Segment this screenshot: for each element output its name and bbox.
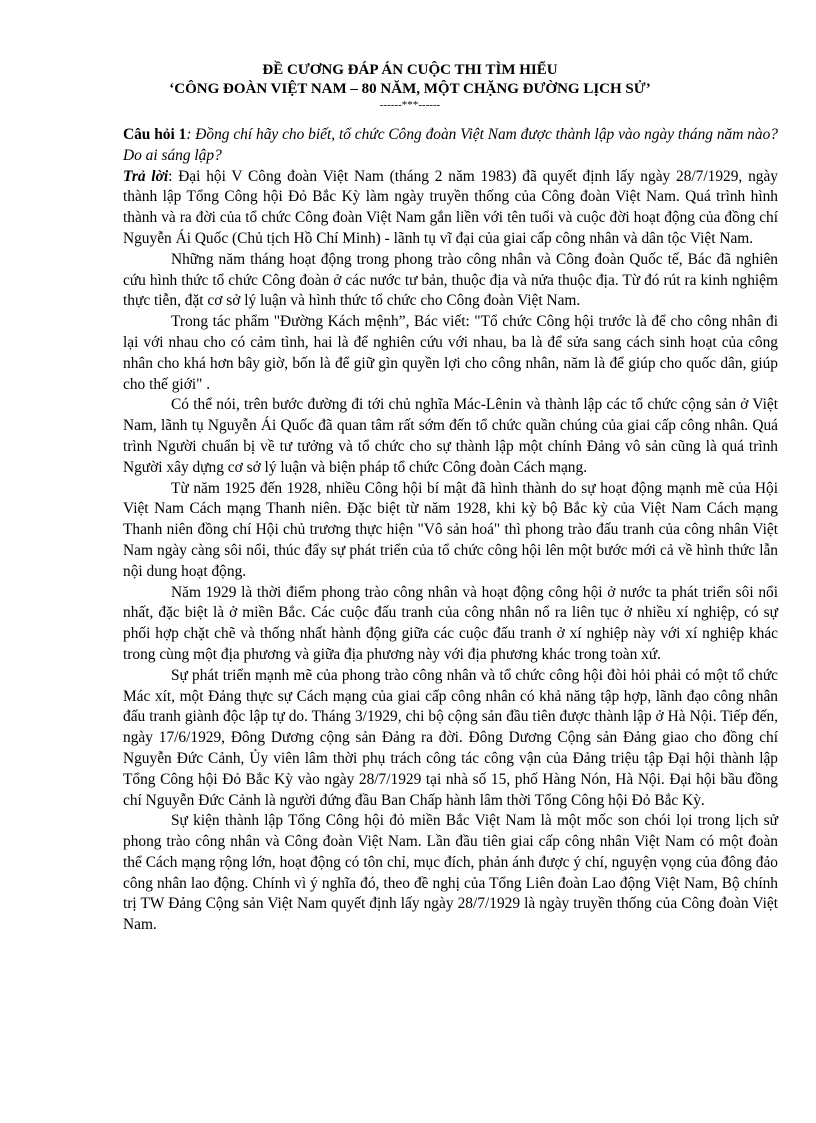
- document-title-line2: ‘CÔNG ĐOÀN VIỆT NAM – 80 NĂM, MỘT CHẶNG ĐƯỜNG LỊCH SỬ’: [169, 81, 651, 97]
- body-paragraph: Những năm tháng hoạt động trong phong trào công nhân và Công đoàn Quốc tế, Bác đã nghiên cứu hình thức tổ chức Công đoàn ở các nước tư bản, thuộc địa và nửa thuộc địa. Từ đó rút ra kinh nghiệm thực tiễn, đặt cơ sở lý luận và hình thức tổ chức cho Công đoàn Việt Nam.: [123, 250, 778, 310]
- answer-intro-text: : Đại hội V Công đoàn Việt Nam (tháng 2 năm 1983) đã quyết định lấy ngày 28/7/1929, ngày thành lập Tổng Công hội Đỏ Bắc Kỳ làm ngày truyền thống của Công đoàn Việt Nam. Quá trình hình thành và ra đời của tổ chức Công đoàn Việt Nam gắn liền với tên tuổi và cuộc đời hoạt động của đồng chí Nguyễn Ái Quốc (Chủ tịch Hồ Chí Minh) - lãnh tụ vĩ đại của giai cấp công nhân và dân tộc Việt Nam.: [123, 167, 778, 247]
- document-title-line1: ĐỀ CƯƠNG ĐÁP ÁN CUỘC THI TÌM HIỂU: [262, 62, 558, 78]
- document-body: [123, 125, 778, 936]
- body-paragraph: Năm 1929 là thời điểm phong trào công nhân và hoạt động công hội ở nước ta phát triển sôi nổi nhất, đặc biệt là ở miền Bắc. Các cuộc đấu tranh của công nhân nổ ra liên tục ở nhiều xí nghiệp, có sự phối hợp chặt chẽ và thống nhất hành động giữa các cuộc đấu tranh ở xí nghiệp này với xí nghiệp khác trong cùng một địa phương và giữa địa phương này với địa phương khác trong toàn xứ.: [123, 583, 778, 663]
- body-paragraph: Sự kiện thành lập Tổng Công hội đỏ miền Bắc Việt Nam là một mốc son chói lọi trong lịch sử phong trào công nhân và Công đoàn Việt Nam. Lần đầu tiên giai cấp công nhân Việt Nam có một đoàn thể Cách mạng rộng lớn, hoạt động có tôn chỉ, mục đích, phản ánh được ý chí, nguyện vọng của đông đảo công nhân lao động. Chính vì ý nghĩa đó, theo đề nghị của Tổng Liên đoàn Lao động Việt Nam, Bộ chính trị TW Đảng Cộng sản Việt Nam quyết định lấy ngày 28/7/1929 là ngày truyền thống của Công đoàn Việt Nam.: [123, 812, 778, 934]
- question-paragraph: [123, 125, 778, 167]
- body-paragraph: Có thể nói, trên bước đường đi tới chủ nghĩa Mác-Lênin và thành lập các tổ chức cộng sản ở Việt Nam, lãnh tụ Nguyễn Ái Quốc đã quan tâm rất sớm đến tổ chức quần chúng của giai cấp công nhân. Quá trình Người chuẩn bị về tư tưởng và tổ chức cho sự thành lập một chính Đảng vô sản cũng là quá trình Người xây dựng cơ sở lý luận và biện pháp tổ chức Công đoàn Cách mạng.: [123, 396, 778, 476]
- body-paragraph: Sự phát triển mạnh mẽ của phong trào công nhân và tổ chức công hội đòi hỏi phải có một tổ chức Mác xít, một Đảng thực sự Cách mạng của giai cấp công nhân có khả năng tập hợp, lãnh đạo công nhân đấu tranh giành độc lập tự do. Tháng 3/1929, chi bộ cộng sản đầu tiên được thành lập ở Hà Nội. Tiếp đến, ngày 17/6/1929, Đông Dương cộng sản Đảng ra đời. Đông Dương Cộng sản Đảng giao cho đồng chí Nguyễn Đức Cảnh, Ủy viên lâm thời phụ trách công tác công vận của Đảng triệu tập Đại hội thành lập Tổng Công hội Đỏ Bắc Kỳ vào ngày 28/7/1929 tại nhà số 15, phố Hàng Nón, Hà Nội. Đại hội bầu đồng chí Nguyễn Đức Cảnh là người đứng đầu Ban Chấp hành lâm thời Tổng Công hội Đỏ Bắc Kỳ.: [123, 666, 778, 809]
- title-separator: ------***------: [379, 99, 441, 111]
- body-paragraph: Từ năm 1925 đến 1928, nhiều Công hội bí mật đã hình thành do sự hoạt động mạnh mẽ của Hội Việt Nam Cách mạng Thanh niên. Đặc biệt từ năm 1928, khi kỳ bộ Bắc kỳ của Việt Nam Cách mạng Thanh niên đồng chí Hội chủ trương thực hiện "Vô sản hoá" thì phong trào đấu tranh của công nhân Việt Nam ngày càng sôi nổi, thúc đẩy sự phát triển của tổ chức công hội lên một bước mới cả về hình thức lẫn nội dung hoạt động.: [123, 479, 778, 580]
- answer-label: Trả lời: [123, 167, 169, 185]
- question-label: Câu hỏi 1: [123, 126, 187, 143]
- answer-intro-paragraph: [123, 167, 778, 250]
- question-text: : Đồng chí hãy cho biết, tổ chức Công đoàn Việt Nam được thành lập vào ngày tháng năm nào? Do ai sáng lập?: [123, 126, 778, 164]
- body-paragraph: Trong tác phẩm "Đường Kách mệnh”, Bác viết: "Tổ chức Công hội trước là để cho công nhân đi lại với nhau cho có cảm tình, hai là để nghiên cứu với nhau, ba là để sửa sang cách sinh hoạt của công nhân cho khá hơn bây giờ, bốn là để giữ gìn quyền lợi cho công nhân, năm là để giúp cho quốc dân, giúp cho thế giới" .: [123, 313, 778, 393]
